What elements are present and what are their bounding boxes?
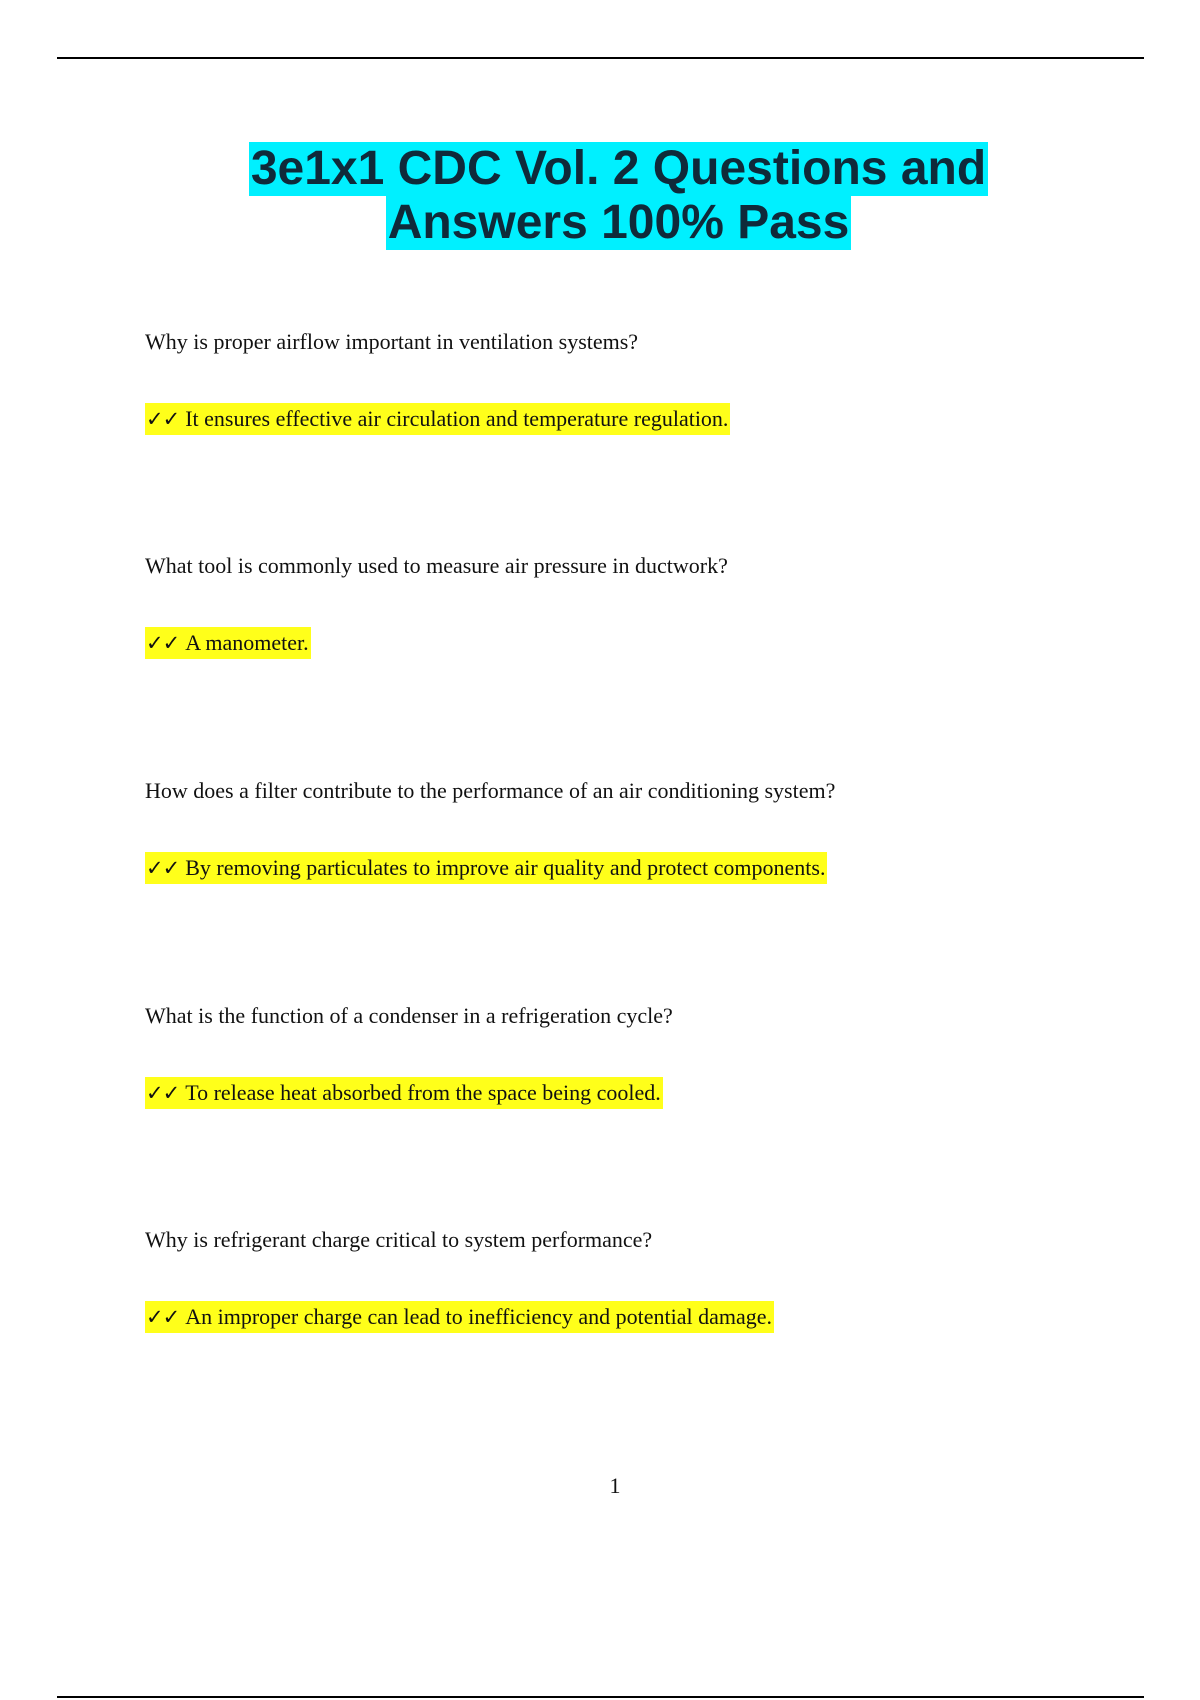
title-line-2: Answers 100% Pass xyxy=(387,196,850,249)
document-title xyxy=(0,142,1200,250)
answer-block xyxy=(145,1301,774,1333)
question-text: How does a filter contribute to the performance of an air conditioning system? xyxy=(145,778,836,803)
answer-block xyxy=(145,627,311,659)
top-divider xyxy=(57,57,1144,59)
question-text: What is the function of a condenser in a refrigeration cycle? xyxy=(145,1003,673,1028)
answer-text: A manometer. xyxy=(185,630,309,655)
answer-block xyxy=(145,852,827,884)
answer-text: An improper charge can lead to inefficiency and potential damage. xyxy=(185,1304,773,1329)
double-check-icon: ✓✓ xyxy=(146,407,180,431)
double-check-icon: ✓✓ xyxy=(146,1305,180,1329)
answer-block xyxy=(145,403,730,435)
title-line-1: 3e1x1 CDC Vol. 2 Questions and xyxy=(250,142,987,195)
question-text: Why is refrigerant charge critical to system performance? xyxy=(145,1227,653,1252)
page-number: 1 xyxy=(609,1473,621,1498)
answer-text: To release heat absorbed from the space being cooled. xyxy=(185,1080,661,1105)
answer-block xyxy=(145,1077,663,1109)
question-text: Why is proper airflow important in ventilation systems? xyxy=(145,329,639,354)
double-check-icon: ✓✓ xyxy=(146,1081,180,1105)
answer-text: It ensures effective air circulation and temperature regulation. xyxy=(185,406,729,431)
bottom-divider xyxy=(57,1696,1144,1698)
question-text: What tool is commonly used to measure air pressure in ductwork? xyxy=(145,553,728,578)
answer-text: By removing particulates to improve air quality and protect components. xyxy=(185,855,826,880)
double-check-icon: ✓✓ xyxy=(146,631,180,655)
double-check-icon: ✓✓ xyxy=(146,856,180,880)
